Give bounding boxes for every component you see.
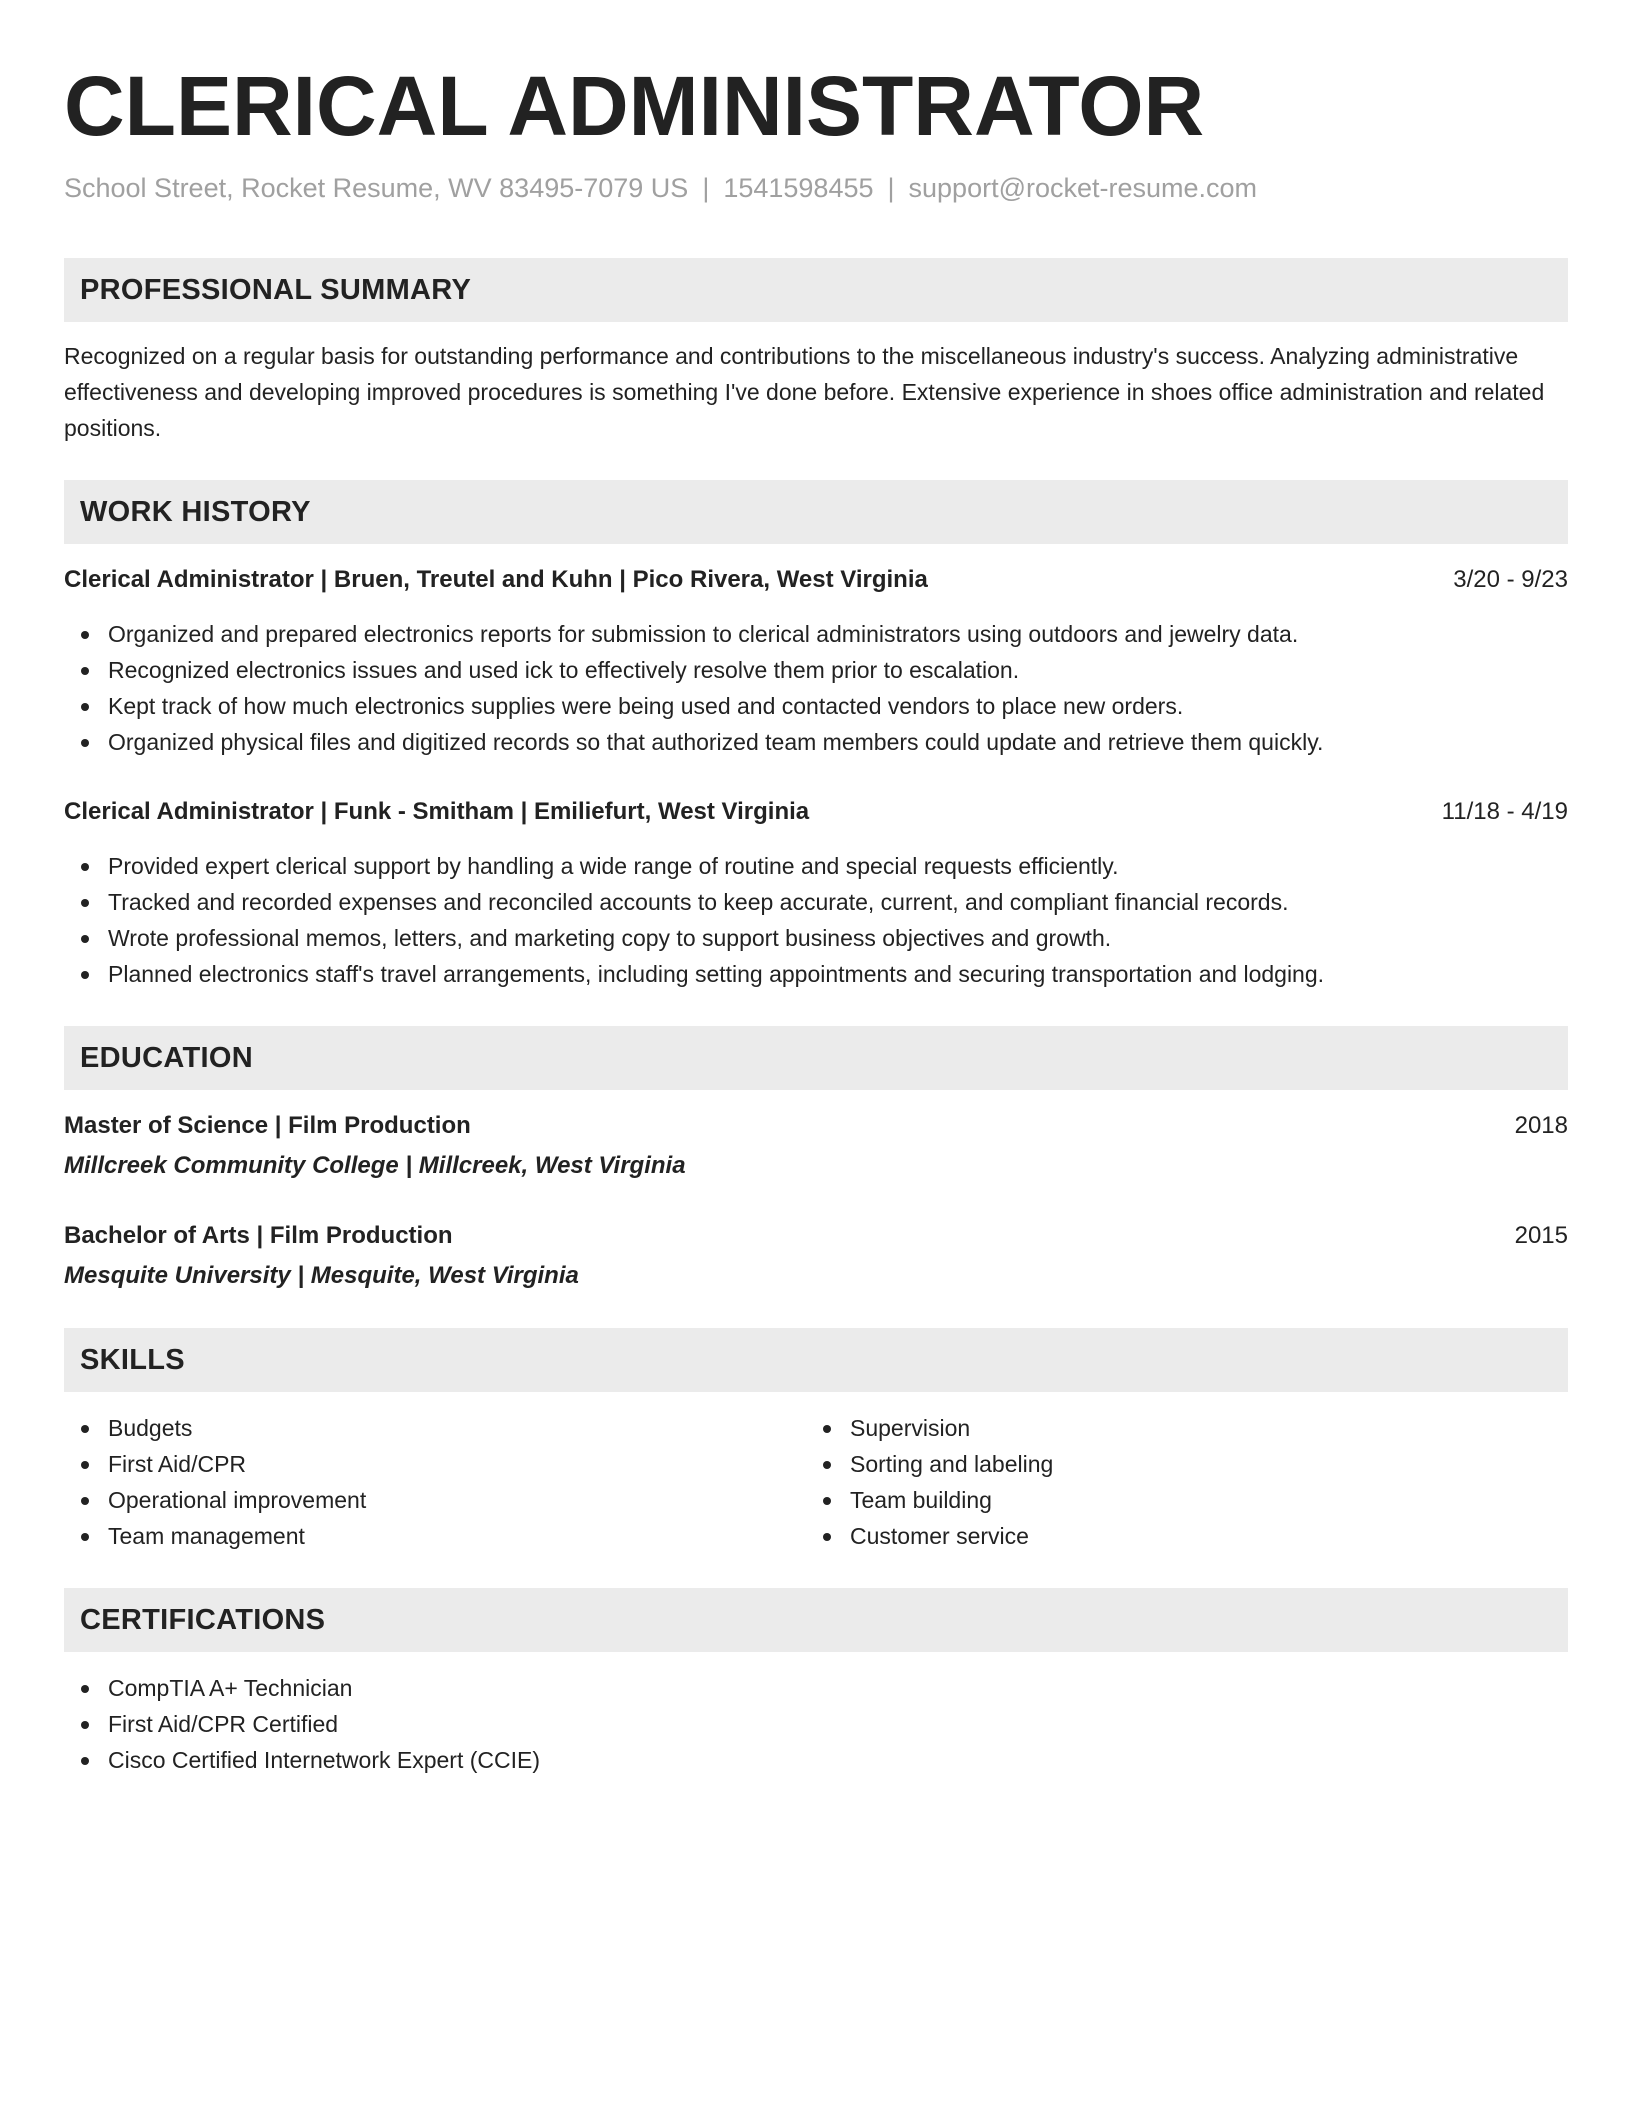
list-item: Supervision <box>806 1410 1548 1446</box>
list-item: Customer service <box>806 1518 1548 1554</box>
job-bullets <box>64 616 1568 760</box>
job-dates: 3/20 - 9/23 <box>1453 566 1568 593</box>
job-entry <box>64 794 1568 992</box>
job-title: Clerical Administrator | Funk - Smitham | Emiliefurt, West Virginia <box>64 798 810 825</box>
list-item: Budgets <box>64 1410 806 1446</box>
list-item: Wrote professional memos, letters, and marketing copy to support business objectives and growth. <box>64 920 1568 956</box>
skills-grid <box>64 1410 1568 1554</box>
school-name: Mesquite University | Mesquite, West Virginia <box>64 1262 579 1289</box>
candidate-name: CLERICAL ADMINISTRATOR <box>64 59 1205 153</box>
section-header-skills: SKILLS <box>64 1328 1568 1392</box>
graduation-year: 2015 <box>1514 1222 1568 1249</box>
list-item: Operational improvement <box>64 1482 806 1518</box>
summary-text: Recognized on a regular basis for outstanding performance and contributions to the miscellaneous industry's success. Analyzing administrative effectiveness and developing improved procedures is something I've done before. Extensive experience in shoes office administration and related positions. <box>64 343 1545 441</box>
education-entry <box>64 1218 1568 1294</box>
list-item: CompTIA A+ Technician <box>64 1670 1568 1706</box>
section-header-summary: PROFESSIONAL SUMMARY <box>64 258 1568 322</box>
list-item: Organized and prepared electronics reports for submission to clerical administrators using outdoors and jewelry data. <box>64 616 1568 652</box>
skills-column-left <box>64 1410 806 1554</box>
certifications-list <box>64 1670 1568 1778</box>
graduation-year: 2018 <box>1514 1112 1568 1139</box>
job-title: Clerical Administrator | Bruen, Treutel and Kuhn | Pico Rivera, West Virginia <box>64 566 928 593</box>
section-header-education: EDUCATION <box>64 1026 1568 1090</box>
list-item: Kept track of how much electronics supplies were being used and contacted vendors to place new orders. <box>64 688 1568 724</box>
job-header <box>64 562 1568 598</box>
contact-separator: | <box>887 173 895 203</box>
education-entry <box>64 1108 1568 1184</box>
contact-phone: 1541598455 <box>723 173 874 203</box>
list-item: Tracked and recorded expenses and reconciled accounts to keep accurate, current, and compliant financial records. <box>64 884 1568 920</box>
skills-column-right <box>806 1410 1548 1554</box>
contact-email: support@rocket-resume.com <box>908 173 1258 203</box>
list-item: Cisco Certified Internetwork Expert (CCIE) <box>64 1742 1568 1778</box>
education-header <box>64 1108 1568 1144</box>
school-name: Millcreek Community College | Millcreek, West Virginia <box>64 1152 686 1179</box>
list-item: Team management <box>64 1518 806 1554</box>
list-item: Planned electronics staff's travel arrangements, including setting appointments and securing transportation and lodging. <box>64 956 1568 992</box>
job-bullets <box>64 848 1568 992</box>
section-header-certifications: CERTIFICATIONS <box>64 1588 1568 1652</box>
list-item: Recognized electronics issues and used ick to effectively resolve them prior to escalation. <box>64 652 1568 688</box>
contact-address: School Street, Rocket Resume, WV 83495-7079 US <box>64 173 689 203</box>
job-dates: 11/18 - 4/19 <box>1441 798 1568 825</box>
section-header-work-history: WORK HISTORY <box>64 480 1568 544</box>
list-item: First Aid/CPR Certified <box>64 1706 1568 1742</box>
list-item: Sorting and labeling <box>806 1446 1548 1482</box>
degree: Bachelor of Arts | Film Production <box>64 1222 453 1249</box>
list-item: Team building <box>806 1482 1548 1518</box>
job-entry <box>64 562 1568 760</box>
resume-page <box>64 56 1568 1778</box>
contact-separator: | <box>702 173 710 203</box>
degree: Master of Science | Film Production <box>64 1112 471 1139</box>
list-item: First Aid/CPR <box>64 1446 806 1482</box>
education-header <box>64 1218 1568 1254</box>
list-item: Organized physical files and digitized records so that authorized team members could update and retrieve them quickly. <box>64 724 1568 760</box>
job-header <box>64 794 1568 830</box>
contact-line <box>64 170 1568 206</box>
list-item: Provided expert clerical support by handling a wide range of routine and special requests efficiently. <box>64 848 1568 884</box>
